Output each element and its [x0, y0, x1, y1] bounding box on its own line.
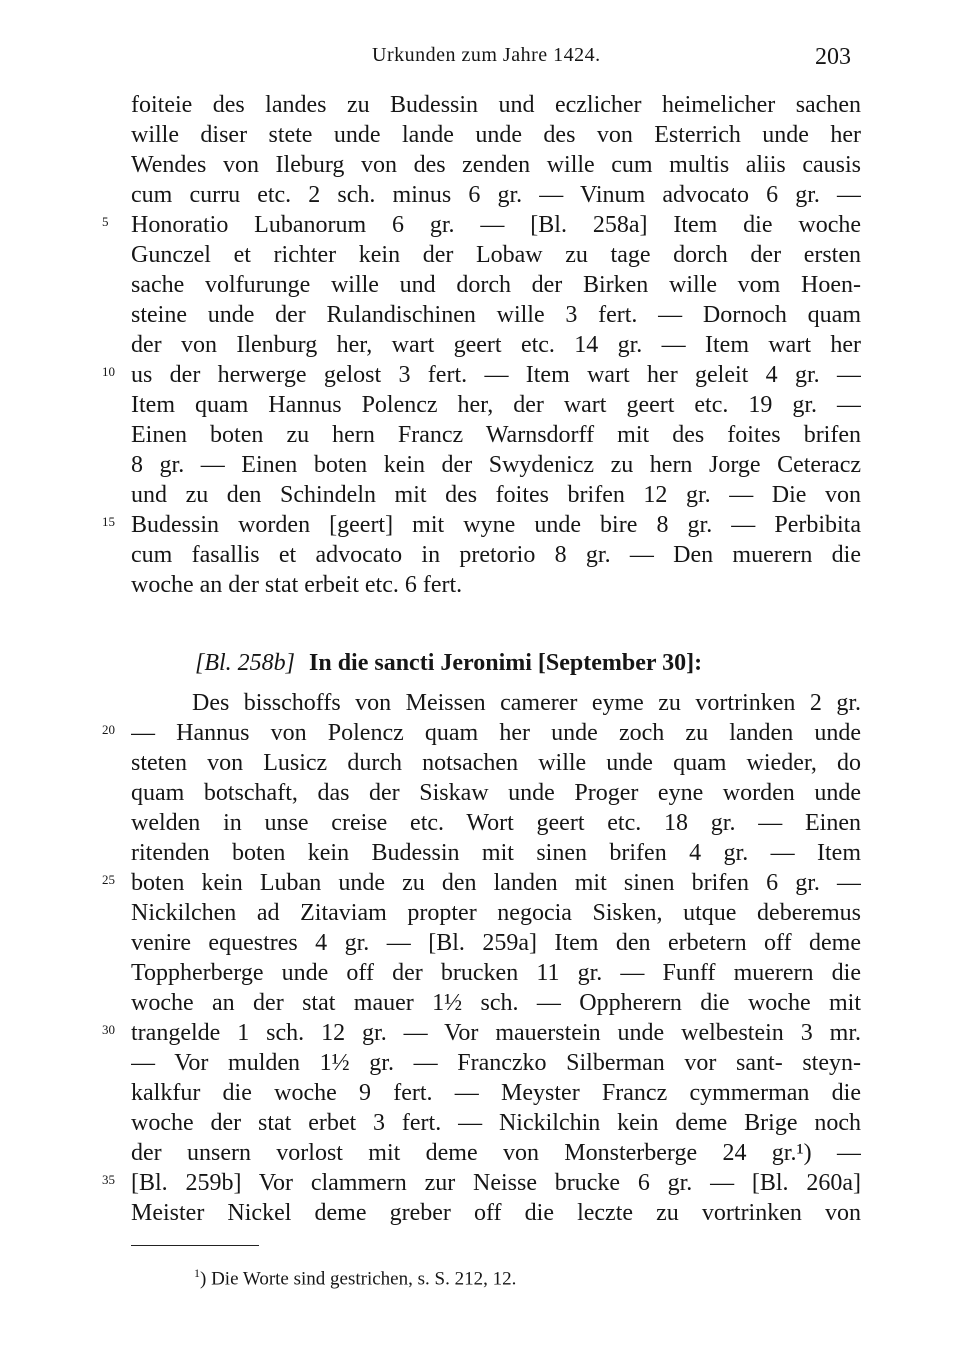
page-number: 203: [815, 44, 851, 70]
text-line: Honoratio Lubanorum 6 gr. — [Bl. 258a] Item die woche: [131, 212, 861, 238]
text-line: sache volfurunge wille und dorch der Birken wille vom Hoen-: [131, 272, 861, 298]
text-line: us der herwerge gelost 3 fert. — Item wart her geleit 4 gr. —: [131, 362, 861, 388]
text-line: 8 gr. — Einen boten kein der Swydenicz zu hern Jorge Ceteracz: [131, 452, 861, 478]
text-line: cum curru etc. 2 sch. minus 6 gr. — Vinum advocato 6 gr. —: [131, 182, 861, 208]
section-heading: [195, 650, 865, 677]
text-line: Toppherberge unde off der brucken 11 gr. — Funff muerern die: [131, 960, 861, 986]
text-line: foiteie des landes zu Budessin und eczlicher heimelicher sachen: [131, 92, 861, 118]
line-number: 30: [102, 1022, 115, 1037]
text-line: kalkfur die woche 9 fert. — Meyster Francz cymmerman die: [131, 1080, 861, 1106]
text-line: Nickilchen ad Zitaviam propter negocia Sisken, utque deberemus: [131, 900, 861, 926]
text-line: woche an der stat mauer 1½ sch. — Oppherern die woche mit: [131, 990, 861, 1016]
text-line: — Vor mulden 1½ gr. — Franczko Silberman vor sant- steyn-: [131, 1050, 861, 1076]
text-line: Gunczel et richter kein der Lobaw zu tage dorch der ersten: [131, 242, 861, 268]
text-line: cum fasallis et advocato in pretorio 8 gr. — Den muerern die: [131, 542, 861, 568]
line-number: 10: [102, 364, 115, 379]
text-line: steten von Lusicz durch notsachen wille unde quam wieder, do: [131, 750, 861, 776]
line-number: 35: [102, 1172, 115, 1187]
folio-reference: [Bl. 258b]: [195, 650, 296, 676]
text-line: Einen boten zu hern Francz Warnsdorff mit des foites brifen: [131, 422, 861, 448]
text-line: ritenden boten kein Budessin mit sinen brifen 4 gr. — Item: [131, 840, 861, 866]
text-line: Des bisschoffs von Meissen camerer eyme zu vortrinken 2 gr.: [192, 690, 861, 716]
text-line: steine unde der Rulandischinen wille 3 fert. — Dornoch quam: [131, 302, 861, 328]
text-line: der unsern vorlost mit deme von Monsterberge 24 gr.¹) —: [131, 1140, 861, 1166]
text-line: Budessin worden [geert] mit wyne unde bire 8 gr. — Perbibita: [131, 512, 861, 538]
line-number: 25: [102, 872, 115, 887]
text-line: woche der stat erbet 3 fert. — Nickilchin kein deme Brige noch: [131, 1110, 861, 1136]
text-line: und zu den Schindeln mit des foites brifen 12 gr. — Die von: [131, 482, 861, 508]
footnote-rule: [131, 1245, 259, 1246]
text-line: Meister Nickel deme greber off die leczte zu vortrinken von: [131, 1200, 861, 1226]
text-line: Item quam Hannus Polencz her, der wart geert etc. 19 gr. —: [131, 392, 861, 418]
footnote-marker: 1: [194, 1266, 200, 1280]
line-number: 20: [102, 722, 115, 737]
text-line: venire equestres 4 gr. — [Bl. 259a] Item den erbetern off deme: [131, 930, 861, 956]
running-head: Urkunden zum Jahre 1424.: [372, 44, 601, 66]
text-line: [Bl. 259b] Vor clammern zur Neisse brucke 6 gr. — [Bl. 260a]: [131, 1170, 861, 1196]
footnote-text: ) Die Worte sind gestrichen, s. S. 212, 12.: [200, 1268, 517, 1290]
text-line: — Hannus von Polencz quam her unde zoch zu landen unde: [131, 720, 861, 746]
text-line: quam botschaft, das der Siskaw unde Proger eyne worden unde: [131, 780, 861, 806]
line-number: 15: [102, 514, 115, 529]
text-line: wille diser stete unde lande unde des von Esterrich unde her: [131, 122, 861, 148]
text-line: boten kein Luban unde zu den landen mit sinen brifen 6 gr. —: [131, 870, 861, 896]
text-line: trangelde 1 sch. 12 gr. — Vor mauerstein unde welbestein 3 mr.: [131, 1020, 861, 1046]
text-line: Wendes von Ileburg von des zenden wille cum multis aliis causis: [131, 152, 861, 178]
line-number: 5: [102, 214, 109, 229]
footnote: [194, 1266, 516, 1290]
section-title: In die sancti Jeronimi [September 30]:: [309, 650, 703, 676]
text-line: woche an der stat erbeit etc. 6 fert.: [131, 572, 463, 598]
text-line: der von Ilenburg her, wart geert etc. 14 gr. — Item wart her: [131, 332, 861, 358]
text-line: welden in unse creise etc. Wort geert etc. 18 gr. — Einen: [131, 810, 861, 836]
